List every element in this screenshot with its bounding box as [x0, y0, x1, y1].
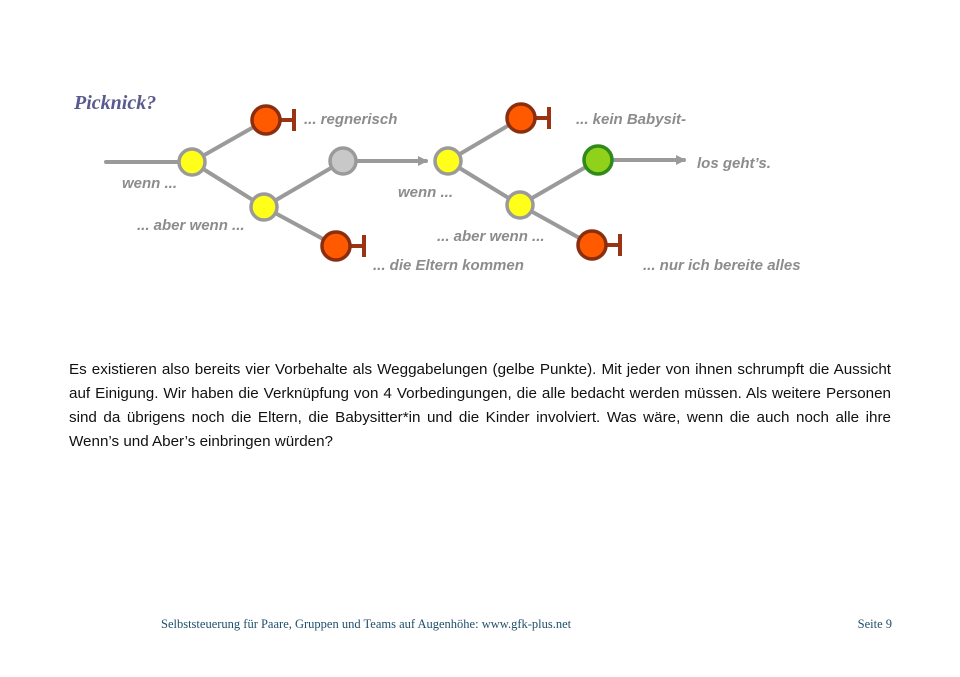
label-wenn-2: wenn ... [398, 184, 454, 201]
green-node [584, 146, 612, 174]
yellow-node-4 [507, 192, 533, 218]
gray-node [330, 148, 356, 174]
label-aber-wenn-1: ... aber wenn ... [137, 217, 245, 234]
label-bereite: ... nur ich bereite alles [643, 257, 801, 274]
label-aber-wenn-2: ... aber wenn ... [437, 228, 545, 245]
orange-node-1 [252, 106, 280, 134]
label-los: los geht’s. [697, 155, 771, 172]
yellow-node-3 [435, 148, 461, 174]
diagram-title: Picknick? [74, 92, 157, 114]
label-regnerisch: ... regnerisch [304, 111, 398, 128]
yellow-node-1 [179, 149, 205, 175]
page-number: Seite 9 [857, 617, 892, 631]
orange-node-4 [578, 231, 606, 259]
yellow-node-2 [251, 194, 277, 220]
stop-bar-icon [351, 235, 364, 257]
label-babysitter: ... kein Babysit- [576, 111, 687, 128]
stop-bar-icon [281, 109, 294, 131]
label-eltern: ... die Eltern kommen [373, 257, 524, 274]
orange-node-2 [322, 232, 350, 260]
label-wenn-1: wenn ... [122, 175, 178, 192]
stop-bar-icon [536, 107, 549, 129]
orange-node-3 [507, 104, 535, 132]
footer-title: Selbststeuerung für Paare, Gruppen und Teams auf Augenhöhe: www.gfk-plus.net [161, 617, 572, 631]
picknick-decision-diagram [0, 0, 960, 300]
stop-bar-icon [607, 234, 620, 256]
body-paragraph: Es existieren also bereits vier Vorbehalte als Weggabelungen (gelbe Punkte). Mit jeder von ihnen schrumpft die Aussicht auf Einigung. Wir haben die Verknüpfung von 4 Vorbedingungen, die alle bedacht werden müssen. Als weitere Personen sind da übrigens noch die Eltern, die Babysitter*in und die Kinder involviert. Was wäre, wenn die auch noch alle ihre Wenn’s und Aber’s einbringen würden? [69, 361, 891, 450]
